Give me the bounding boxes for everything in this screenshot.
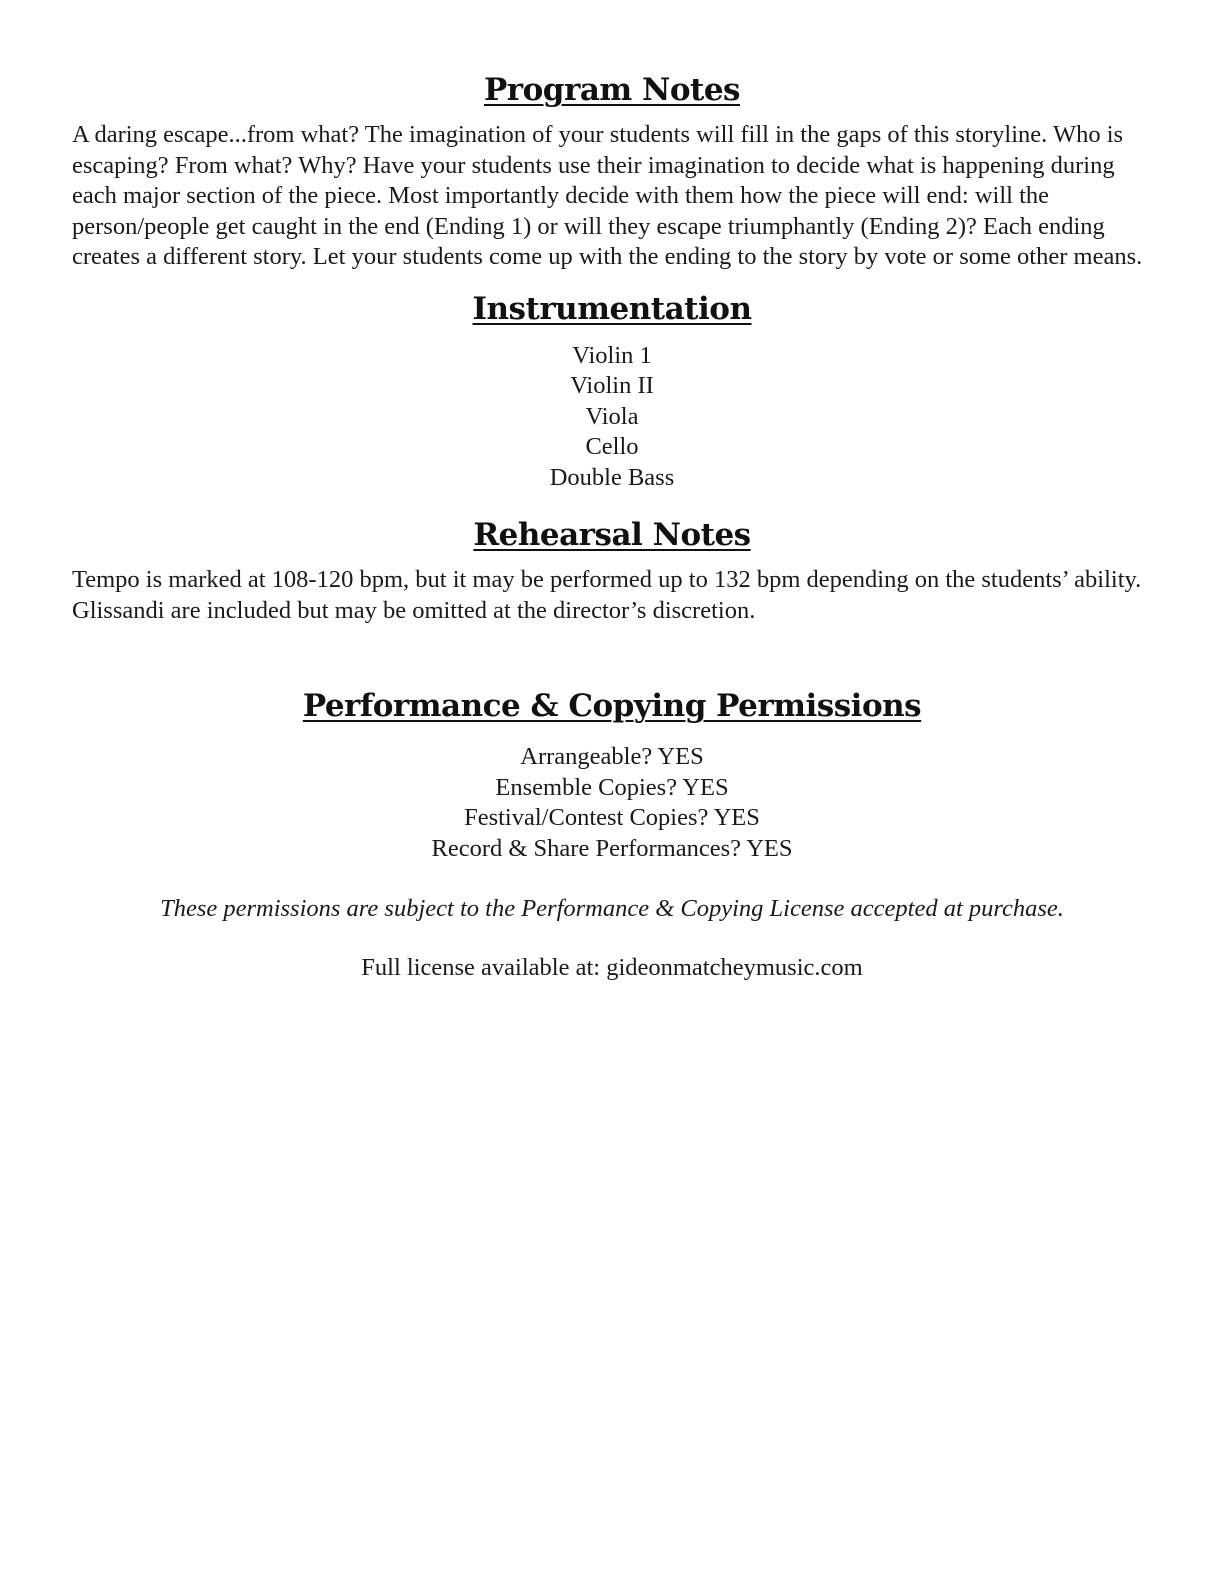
rehearsal-notes-text: Tempo is marked at 108-120 bpm, but it may be performed up to 132 bpm depending on the students’ ability. Glissandi are included but may be omitted at the director’s discretion. bbox=[72, 566, 1142, 624]
rehearsal-notes-heading: Rehearsal Notes bbox=[473, 517, 751, 553]
instrument-item: Cello bbox=[585, 433, 639, 460]
permissions-section bbox=[72, 686, 1152, 983]
permissions-list bbox=[72, 742, 1152, 864]
document-page bbox=[72, 70, 1152, 983]
instrumentation-heading: Instrumentation bbox=[472, 290, 752, 327]
instrument-item: Double Bass bbox=[549, 463, 675, 491]
instrument-item: Violin 1 bbox=[572, 341, 652, 369]
license-note: These permissions are subject to the Performance & Copying License accepted at purchase. bbox=[160, 895, 1064, 922]
permission-item: Ensemble Copies? YES bbox=[495, 773, 729, 801]
permission-item: Record & Share Performances? YES bbox=[431, 834, 793, 862]
permission-item: Arrangeable? YES bbox=[520, 743, 704, 770]
permissions-heading: Performance & Copying Permissions bbox=[302, 688, 922, 724]
instrument-item: Violin II bbox=[570, 372, 654, 399]
instrumentation-list bbox=[72, 341, 1152, 494]
program-notes-section bbox=[72, 70, 1152, 273]
rehearsal-notes-section bbox=[72, 515, 1152, 626]
license-link: Full license available at: gideonmatcheymusic.com bbox=[361, 953, 863, 981]
instrument-item: Viola bbox=[585, 402, 639, 430]
program-notes-text: A daring escape...from what? The imagination of your students will fill in the gaps of this storyline. Who is escaping? From what? Why? Have your students use their imagination to decide what is happening during each major section of the piece. Most importantly decide with them how the piece will end: will the person/people get caught in the end (Ending 1) or will they escape triumphantly (Ending 2)? Each ending creates a different story. Let your students come up with the ending to the story by vote or some other means. bbox=[72, 121, 1143, 270]
instrumentation-section bbox=[72, 289, 1152, 494]
program-notes-heading: Program Notes bbox=[483, 72, 741, 108]
permission-item: Festival/Contest Copies? YES bbox=[464, 804, 760, 831]
